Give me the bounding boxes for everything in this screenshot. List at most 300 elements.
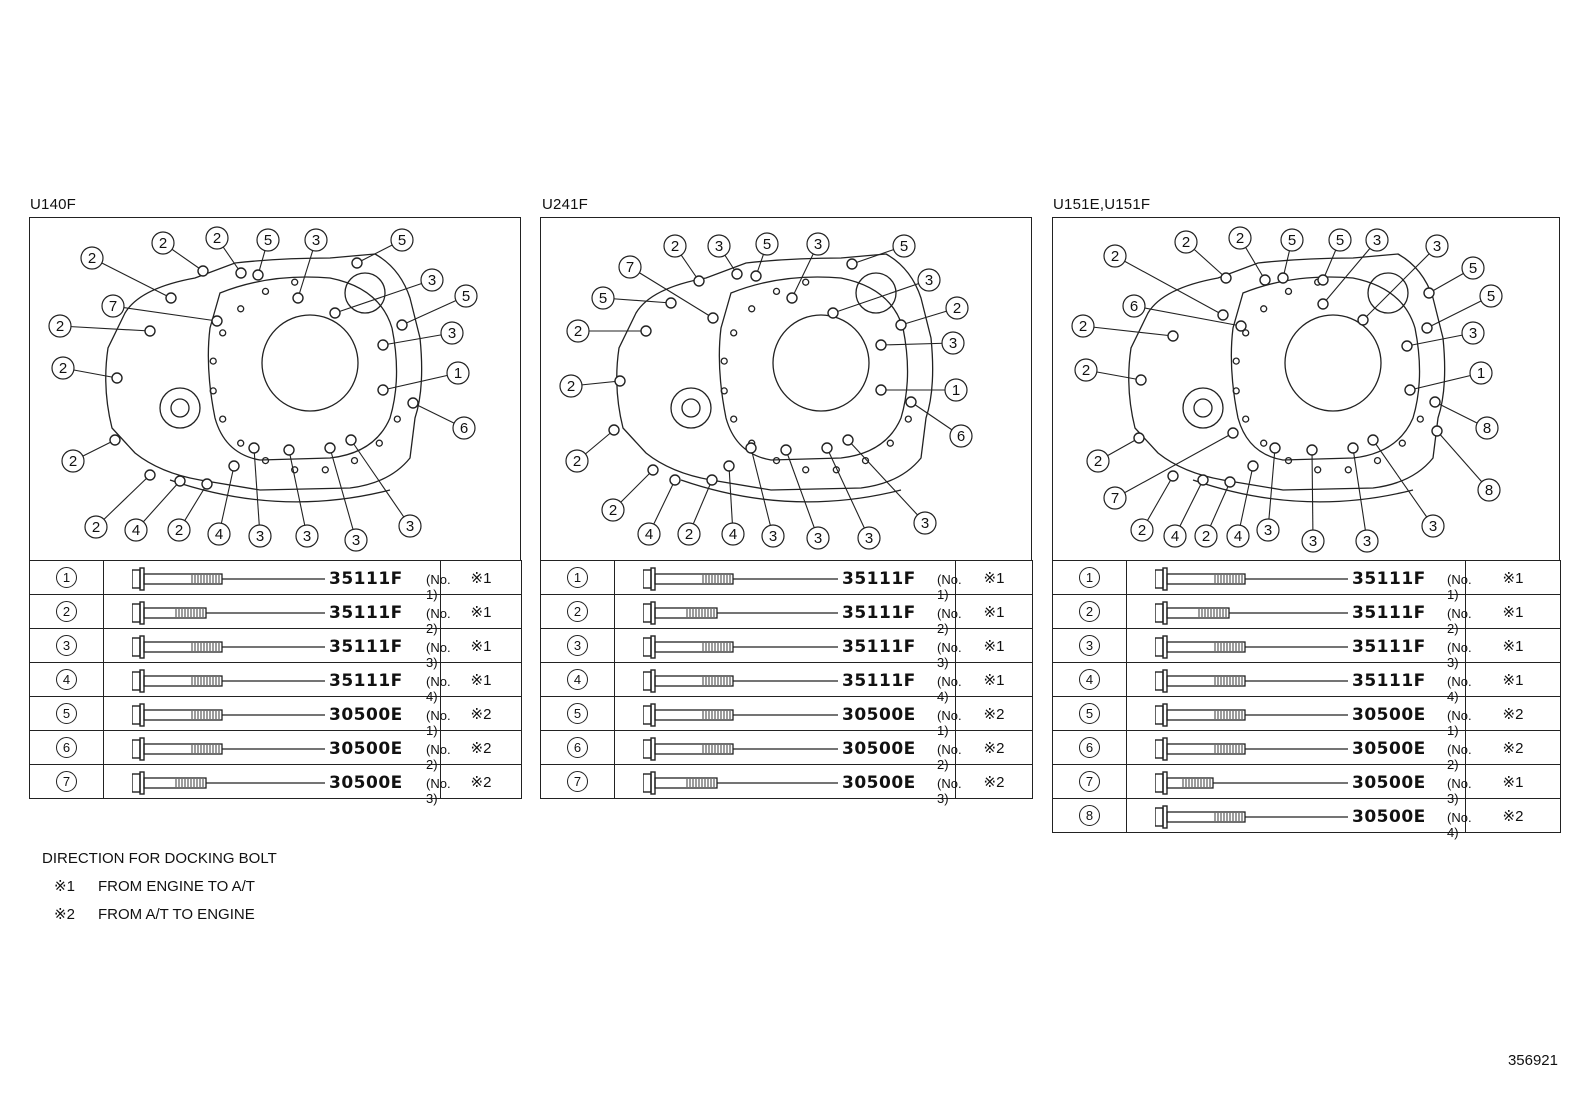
direction-mark: ※2	[956, 697, 1033, 731]
part-number: 35111F	[329, 671, 403, 691]
case-outline	[106, 254, 422, 502]
bolt-number: 3	[56, 635, 77, 656]
callout-label: 3	[924, 272, 934, 289]
bolt-location	[787, 293, 797, 303]
flange-hole	[1286, 288, 1292, 294]
bolt-number: 2	[1079, 601, 1100, 622]
direction-mark: ※2	[956, 765, 1033, 799]
bolt-location	[847, 259, 857, 269]
direction-mark: ※2	[1466, 731, 1561, 765]
flange-hole	[220, 416, 226, 422]
callout-label: 3	[1372, 232, 1382, 249]
part-number: 35111F	[329, 637, 403, 657]
callout-label: 2	[952, 300, 962, 317]
part-variant: (No. 4)	[426, 674, 451, 704]
bolt-location	[724, 461, 734, 471]
flange-hole	[803, 279, 809, 285]
leader-line	[1353, 448, 1367, 541]
part-number: 30500E	[1352, 807, 1426, 827]
leader-line	[1312, 450, 1313, 541]
bolt-number-cell	[1053, 595, 1127, 629]
direction-mark: ※1	[1466, 663, 1561, 697]
bolt-location	[1218, 310, 1228, 320]
part-number: 30500E	[842, 705, 916, 725]
bolt-number: 5	[56, 703, 77, 724]
bolt-table	[1052, 560, 1561, 840]
bolt-location	[1368, 435, 1378, 445]
callout-label: 3	[447, 325, 457, 342]
direction-mark: ※1	[441, 629, 522, 663]
legend-item	[42, 873, 277, 901]
callout-label: 3	[1263, 522, 1273, 539]
flange-hole	[1315, 467, 1321, 473]
bolt-location	[1318, 299, 1328, 309]
leader-line	[751, 448, 773, 536]
bolt-location	[112, 373, 122, 383]
part-number: 30500E	[1352, 705, 1426, 725]
part-number: 30500E	[329, 739, 403, 759]
bolt-icon	[643, 771, 843, 795]
callout-label: 2	[1078, 318, 1088, 335]
callout-label: 3	[920, 515, 930, 532]
bolt-icon	[132, 635, 332, 659]
bolt-location	[781, 445, 791, 455]
bolt-number-cell	[541, 731, 615, 765]
flange-hole	[376, 440, 382, 446]
bolt-location	[670, 475, 680, 485]
bolt-number-cell	[1053, 663, 1127, 697]
bolt-number-cell	[541, 595, 615, 629]
bolt-icon	[132, 737, 332, 761]
bolt-icon	[1155, 737, 1355, 761]
legend-text: FROM A/T TO ENGINE	[98, 906, 255, 923]
callout-label: 5	[899, 238, 909, 255]
bolt-number: 4	[1079, 669, 1100, 690]
callout-label: 2	[1137, 522, 1147, 539]
callout-label: 7	[108, 298, 118, 315]
bolt-number-cell	[541, 629, 615, 663]
leader-line	[848, 440, 925, 523]
leader-line	[630, 267, 713, 318]
callout-label: 2	[87, 250, 97, 267]
callout-label: 4	[728, 526, 738, 543]
callout-group	[49, 227, 477, 551]
callout-label: 1	[1476, 365, 1486, 382]
flange-hole	[731, 330, 737, 336]
flange-hole	[1243, 416, 1249, 422]
bolt-row	[1053, 595, 1561, 629]
callout-label: 2	[55, 318, 65, 335]
callout-label: 5	[397, 232, 407, 249]
direction-mark: ※1	[1466, 561, 1561, 595]
bolt-location	[1430, 397, 1440, 407]
bolt-spec-cell	[104, 561, 451, 602]
bolt-location	[1432, 426, 1442, 436]
callout-label: 2	[670, 238, 680, 255]
bolt-icon	[132, 601, 332, 625]
bolt-location	[609, 425, 619, 435]
bolt-location	[166, 293, 176, 303]
callout-label: 5	[263, 232, 273, 249]
flange-hole	[887, 440, 893, 446]
part-variant: (No. 1)	[426, 708, 451, 738]
upper-pocket	[1368, 273, 1408, 313]
case-outline	[617, 254, 933, 502]
flange-hole	[238, 306, 244, 312]
legend-item	[42, 901, 277, 929]
direction-mark: ※1	[956, 629, 1033, 663]
bolt-spec-cell	[1127, 765, 1472, 806]
flange-outline	[719, 277, 907, 460]
callout-label: 4	[644, 526, 654, 543]
direction-mark: ※1	[441, 561, 522, 595]
bolt-row	[1053, 561, 1561, 595]
callout-label: 3	[311, 232, 321, 249]
bolt-location	[666, 298, 676, 308]
bolt-spec-cell	[615, 697, 962, 738]
callout-label: 8	[1482, 420, 1492, 437]
callout-label: 1	[453, 365, 463, 382]
bolt-location	[1278, 273, 1288, 283]
bolt-location	[1134, 433, 1144, 443]
bolt-icon	[1155, 567, 1355, 591]
bolt-spec-cell	[615, 765, 962, 806]
legend-mark: ※2	[54, 906, 75, 923]
bolt-number: 1	[1079, 567, 1100, 588]
bolt-number: 3	[567, 635, 588, 656]
part-variant: (No. 3)	[937, 640, 962, 670]
leader-line	[1083, 326, 1173, 336]
callout-label: 2	[572, 453, 582, 470]
callout-label: 4	[1170, 528, 1180, 545]
part-number: 35111F	[1352, 637, 1426, 657]
bolt-icon	[643, 635, 843, 659]
callout-label: 5	[762, 236, 772, 253]
flange-hole	[220, 330, 226, 336]
bolt-icon	[132, 703, 332, 727]
part-number: 30500E	[1352, 773, 1426, 793]
bolt-location	[1198, 475, 1208, 485]
callout-label: 3	[864, 530, 874, 547]
bolt-number: 1	[567, 567, 588, 588]
part-number: 30500E	[329, 773, 403, 793]
bolt-row	[1053, 629, 1561, 663]
bolt-location	[751, 271, 761, 281]
bolt-number: 8	[1079, 805, 1100, 826]
callout-label: 3	[714, 238, 724, 255]
flange-hole	[1375, 458, 1381, 464]
bolt-location	[293, 293, 303, 303]
part-variant: (No. 3)	[1447, 776, 1472, 806]
bolt-location	[408, 398, 418, 408]
bolt-icon	[643, 703, 843, 727]
flange-hole	[292, 279, 298, 285]
bolt-number-cell	[1053, 629, 1127, 663]
panel-title-u151: U151E,U151F	[1053, 196, 1151, 213]
part-variant: (No. 4)	[1447, 810, 1472, 840]
bolt-location	[378, 385, 388, 395]
secondary-bore-inner	[682, 399, 700, 417]
bolt-number: 3	[1079, 635, 1100, 656]
callout-label: 1	[951, 382, 961, 399]
leader-line	[1323, 240, 1377, 304]
bolt-icon	[643, 737, 843, 761]
bolt-number: 6	[56, 737, 77, 758]
callout-label: 2	[174, 522, 184, 539]
bolt-number-cell	[541, 561, 615, 595]
bolt-number: 6	[1079, 737, 1100, 758]
bolt-number: 7	[1079, 771, 1100, 792]
bolt-location	[707, 475, 717, 485]
callout-label: 2	[58, 360, 68, 377]
bolt-location	[1136, 375, 1146, 385]
bolt-number-cell	[1053, 765, 1127, 799]
flange-hole	[774, 458, 780, 464]
flange-hole	[1261, 306, 1267, 312]
part-variant: (No. 3)	[1447, 640, 1472, 670]
bolt-number: 7	[567, 771, 588, 792]
flange-hole	[905, 416, 911, 422]
transmission-case-drawing	[30, 218, 522, 562]
callout-label: 3	[255, 528, 265, 545]
bolt-number-cell	[30, 697, 104, 731]
callout-label: 7	[625, 259, 635, 276]
panel-title-u140f: U140F	[30, 196, 77, 213]
leader-line	[351, 440, 410, 526]
flange-hole	[1399, 440, 1405, 446]
bolt-number-cell	[30, 629, 104, 663]
bolt-number: 5	[567, 703, 588, 724]
part-number: 35111F	[842, 603, 916, 623]
callout-label: 3	[813, 530, 823, 547]
callout-label: 3	[351, 532, 361, 549]
legend-title: DIRECTION FOR DOCKING BOLT	[42, 850, 277, 867]
part-variant: (No. 4)	[1447, 674, 1472, 704]
bolt-spec-cell	[1127, 799, 1472, 840]
bolt-location	[198, 266, 208, 276]
bolt-table	[29, 560, 522, 806]
bolt-location	[1348, 443, 1358, 453]
direction-mark: ※2	[441, 765, 522, 799]
part-variant: (No. 1)	[1447, 708, 1472, 738]
flange-hole	[731, 416, 737, 422]
part-variant: (No. 1)	[937, 572, 962, 602]
bolt-location	[1225, 477, 1235, 487]
leader-line	[1437, 431, 1489, 490]
bolt-icon	[132, 567, 332, 591]
bolt-location	[175, 476, 185, 486]
bolt-icon	[1155, 601, 1355, 625]
part-variant: (No. 4)	[937, 674, 962, 704]
flange-hole	[1233, 358, 1239, 364]
callout-group	[560, 233, 972, 549]
bolt-location	[828, 308, 838, 318]
callout-label: 5	[598, 290, 608, 307]
bolt-location	[145, 326, 155, 336]
callout-label: 3	[768, 528, 778, 545]
leader-line	[254, 448, 260, 536]
callout-label: 5	[461, 288, 471, 305]
bolt-row	[1053, 765, 1561, 799]
part-variant: (No. 3)	[426, 640, 451, 670]
bolt-location	[1424, 288, 1434, 298]
bolt-location	[694, 276, 704, 286]
bolt-location	[746, 443, 756, 453]
flange-hole	[1261, 440, 1267, 446]
bolt-location	[110, 435, 120, 445]
bolt-location	[1405, 385, 1415, 395]
bolt-spec-cell	[1127, 595, 1472, 636]
part-variant: (No. 2)	[937, 742, 962, 772]
flange-hole	[210, 358, 216, 364]
panel-title-u241f: U241F	[542, 196, 589, 213]
callout-label: 3	[1308, 533, 1318, 550]
bolt-location	[1248, 461, 1258, 471]
bolt-spec-cell	[1127, 731, 1472, 772]
part-number: 35111F	[842, 671, 916, 691]
bolt-spec-cell	[1127, 629, 1472, 670]
bolt-location	[1270, 443, 1280, 453]
part-variant: (No. 2)	[1447, 742, 1472, 772]
bolt-icon	[643, 567, 843, 591]
part-variant: (No. 2)	[937, 606, 962, 636]
bolt-location	[378, 340, 388, 350]
secondary-bore-inner	[1194, 399, 1212, 417]
bolt-number: 2	[567, 601, 588, 622]
callout-label: 3	[948, 335, 958, 352]
case-diagram	[1052, 217, 1560, 561]
callout-label: 2	[212, 230, 222, 247]
callout-label: 3	[1432, 238, 1442, 255]
callout-label: 3	[1428, 518, 1438, 535]
direction-mark: ※1	[956, 663, 1033, 697]
bolt-location	[822, 443, 832, 453]
bolt-spec-cell	[1127, 561, 1472, 602]
part-variant: (No. 1)	[1447, 572, 1472, 602]
transmission-case-drawing	[541, 218, 1033, 562]
docking-bolt-legend	[42, 845, 277, 929]
direction-mark: ※1	[1466, 765, 1561, 799]
part-variant: (No. 2)	[426, 742, 451, 772]
direction-mark: ※2	[441, 697, 522, 731]
part-variant: (No. 1)	[937, 708, 962, 738]
bolt-number-cell	[1053, 697, 1127, 731]
bolt-number-cell	[1053, 799, 1127, 833]
bolt-location	[648, 465, 658, 475]
bolt-location	[212, 316, 222, 326]
direction-mark: ※1	[441, 595, 522, 629]
bolt-location	[249, 443, 259, 453]
flange-hole	[774, 288, 780, 294]
direction-mark: ※2	[441, 731, 522, 765]
bolt-location	[1422, 323, 1432, 333]
bolt-spec-cell	[1127, 697, 1472, 738]
flange-hole	[394, 416, 400, 422]
bolt-location	[896, 320, 906, 330]
bolt-spec-cell	[104, 697, 451, 738]
bolt-table	[540, 560, 1033, 806]
main-bore	[262, 315, 358, 411]
flange-hole	[322, 467, 328, 473]
flange-hole	[1417, 416, 1423, 422]
bolt-location	[1318, 275, 1328, 285]
bolt-icon	[1155, 669, 1355, 693]
case-diagram	[29, 217, 521, 561]
bolt-location	[397, 320, 407, 330]
direction-mark: ※1	[956, 595, 1033, 629]
bolt-location	[843, 435, 853, 445]
part-number: 35111F	[842, 637, 916, 657]
bolt-spec-cell	[615, 561, 962, 602]
part-number: 35111F	[1352, 671, 1426, 691]
callout-label: 5	[1468, 260, 1478, 277]
bolt-row	[1053, 697, 1561, 731]
bolt-number-cell	[541, 663, 615, 697]
bolt-icon	[1155, 771, 1355, 795]
bolt-location	[876, 340, 886, 350]
bolt-location	[145, 470, 155, 480]
main-bore	[1285, 315, 1381, 411]
bolt-location	[1260, 275, 1270, 285]
bolt-location	[876, 385, 886, 395]
bolt-spec-cell	[615, 731, 962, 772]
bolt-icon	[1155, 805, 1355, 829]
bolt-row	[1053, 731, 1561, 765]
bolt-location	[325, 443, 335, 453]
bolt-spec-cell	[104, 731, 451, 772]
bolt-number-cell	[30, 561, 104, 595]
bolt-number-cell	[30, 595, 104, 629]
flange-outline	[208, 277, 396, 460]
bolt-location	[284, 445, 294, 455]
bolt-icon	[643, 601, 843, 625]
main-bore	[773, 315, 869, 411]
bolt-number-cell	[1053, 561, 1127, 595]
callout-label: 5	[1287, 232, 1297, 249]
part-number: 30500E	[842, 739, 916, 759]
flange-hole	[263, 458, 269, 464]
bolt-location	[352, 258, 362, 268]
leader-line	[1373, 440, 1433, 526]
direction-mark: ※2	[956, 731, 1033, 765]
bolt-icon	[643, 669, 843, 693]
callout-label: 3	[405, 518, 415, 535]
bolt-row	[30, 561, 522, 595]
callout-label: 2	[68, 453, 78, 470]
bolt-icon	[132, 669, 332, 693]
direction-mark: ※1	[956, 561, 1033, 595]
bolt-spec-cell	[104, 629, 451, 670]
bolt-spec-cell	[104, 663, 451, 704]
callout-label: 7	[1110, 490, 1120, 507]
callout-label: 5	[1486, 288, 1496, 305]
callout-label: 4	[131, 522, 141, 539]
bolt-row	[1053, 663, 1561, 697]
bolt-location	[708, 313, 718, 323]
bolt-row	[1053, 799, 1561, 833]
figure-id: 356921	[1507, 1052, 1558, 1069]
part-number: 30500E	[842, 773, 916, 793]
part-number: 35111F	[1352, 569, 1426, 589]
part-number: 30500E	[1352, 739, 1426, 759]
bolt-location	[202, 479, 212, 489]
callout-label: 3	[1468, 325, 1478, 342]
bolt-number-cell	[30, 765, 104, 799]
callout-label: 2	[608, 502, 618, 519]
bolt-spec-cell	[104, 595, 451, 636]
bolt-location	[229, 461, 239, 471]
bolt-location	[1358, 315, 1368, 325]
